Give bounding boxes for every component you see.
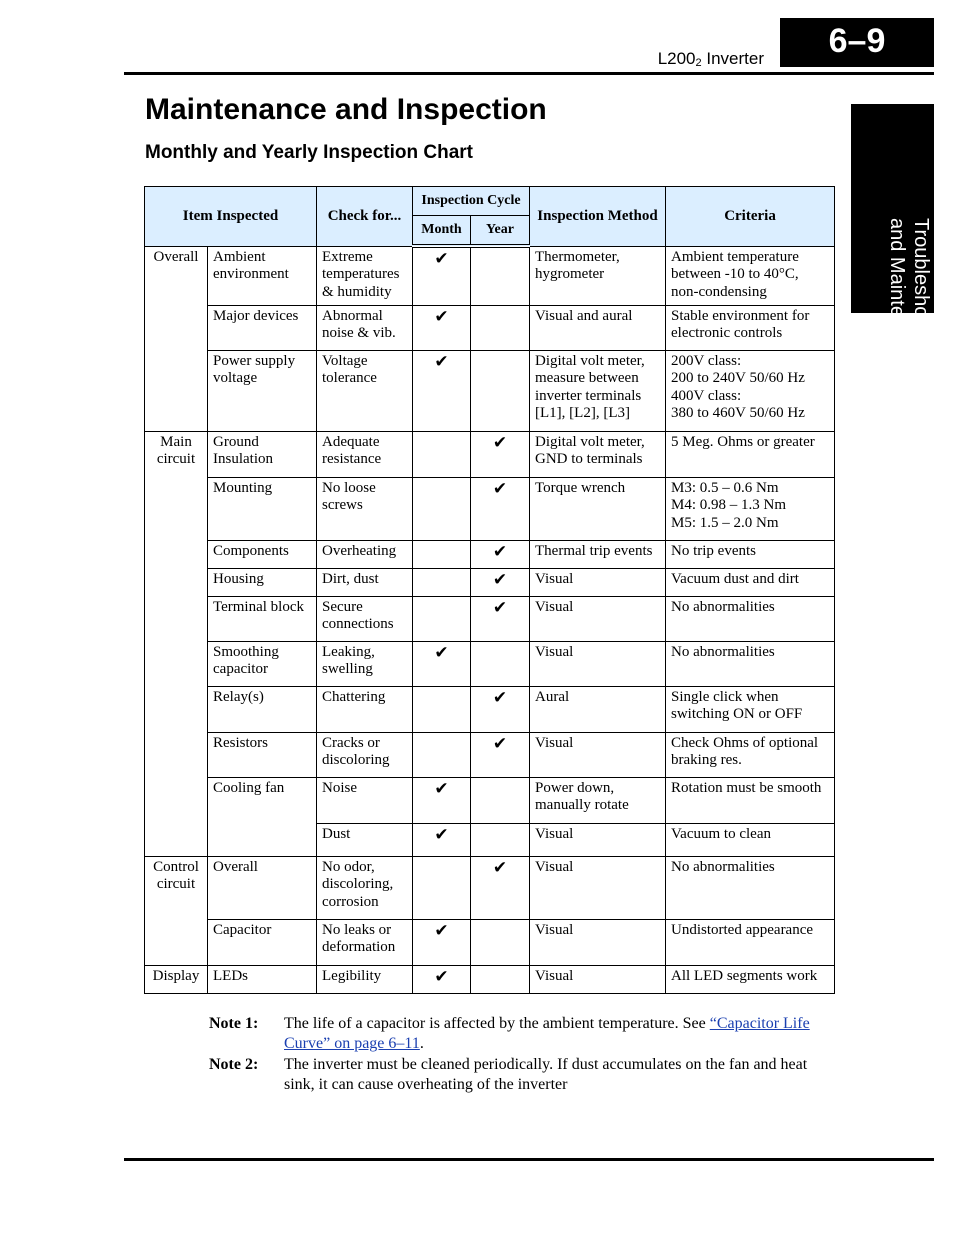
criteria-cell: Stable environment for electronic controls (666, 305, 835, 350)
month-cell (413, 477, 471, 540)
item-cell: Components (208, 540, 317, 568)
table-row (145, 919, 835, 965)
year-cell (471, 823, 530, 856)
method-cell: Visual (530, 856, 666, 919)
table-row (145, 350, 835, 431)
month-cell: ✔ (413, 305, 471, 350)
group-cell: Control circuit (145, 856, 208, 965)
month-cell (413, 568, 471, 596)
month-cell: ✔ (413, 777, 471, 823)
table-row (145, 305, 835, 350)
item-cell: Resistors (208, 732, 317, 777)
method-cell: Thermometer, hygrometer (530, 246, 666, 305)
table-row (145, 686, 835, 732)
year-cell (471, 919, 530, 965)
table-row (145, 540, 835, 568)
year-cell: ✔ (471, 596, 530, 641)
method-cell: Visual and aural (530, 305, 666, 350)
product-subscript: 2 (695, 57, 702, 69)
year-cell: ✔ (471, 856, 530, 919)
criteria-cell: No abnormalities (666, 856, 835, 919)
item-cell: Major devices (208, 305, 317, 350)
check-cell: Cracks or discoloring (317, 732, 413, 777)
table-row (145, 965, 835, 993)
criteria-cell: No trip events (666, 540, 835, 568)
table-row (145, 246, 835, 305)
month-cell (413, 431, 471, 477)
year-cell: ✔ (471, 686, 530, 732)
section-title: Monthly and Yearly Inspection Chart (145, 142, 473, 163)
item-cell: Overall (208, 856, 317, 919)
check-cell: Abnormal noise & vib. (317, 305, 413, 350)
table-row (145, 568, 835, 596)
method-cell: Digital volt meter, measure between inverter terminals [L1], [L2], [L3] (530, 350, 666, 431)
method-cell: Torque wrench (530, 477, 666, 540)
header-check-for: Check for... (317, 187, 413, 247)
check-cell: Chattering (317, 686, 413, 732)
capacitor-life-curve-link[interactable]: “Capacitor Life Curve” on page 6–11 (284, 1015, 810, 1052)
month-cell (413, 856, 471, 919)
year-cell: ✔ (471, 568, 530, 596)
year-cell (471, 641, 530, 686)
side-tab-line1: Troubleshooting (910, 218, 932, 361)
group-cell: Overall (145, 246, 208, 431)
check-cell: Leaking, swelling (317, 641, 413, 686)
item-cell: Terminal block (208, 596, 317, 641)
year-cell (471, 305, 530, 350)
note-label: Note 2: (209, 1056, 259, 1073)
criteria-cell: No abnormalities (666, 641, 835, 686)
month-cell (413, 732, 471, 777)
year-cell: ✔ (471, 477, 530, 540)
notes (209, 1014, 834, 1096)
criteria-cell: 200V class: 200 to 240V 50/60 Hz 400V class: 380 to 460V 50/60 Hz (666, 350, 835, 431)
method-cell: Visual (530, 732, 666, 777)
year-cell (471, 350, 530, 431)
method-cell: Aural (530, 686, 666, 732)
table-row (145, 856, 835, 919)
product-name: L200 (657, 49, 696, 68)
month-cell: ✔ (413, 350, 471, 431)
note-label: Note 1: (209, 1015, 259, 1032)
criteria-cell: Vacuum dust and dirt (666, 568, 835, 596)
year-cell (471, 246, 530, 305)
criteria-cell: Rotation must be smooth (666, 777, 835, 823)
item-cell: Cooling fan (208, 777, 317, 856)
table-row (145, 777, 835, 823)
month-cell (413, 596, 471, 641)
header-year: Year (471, 216, 530, 247)
month-cell: ✔ (413, 246, 471, 305)
criteria-cell: M3: 0.5 – 0.6 Nm M4: 0.98 – 1.3 Nm M5: 1.5 – 2.0 Nm (666, 477, 835, 540)
chapter-side-tab-text (873, 208, 933, 408)
group-cell: Display (145, 965, 208, 993)
month-cell: ✔ (413, 641, 471, 686)
criteria-cell: Check Ohms of optional braking res. (666, 732, 835, 777)
footer-rule (124, 1158, 934, 1161)
check-cell: Secure connections (317, 596, 413, 641)
method-cell: Visual (530, 568, 666, 596)
month-cell: ✔ (413, 823, 471, 856)
check-cell: Extreme temperatures & humidity (317, 246, 413, 305)
criteria-cell: No abnormalities (666, 596, 835, 641)
month-cell: ✔ (413, 919, 471, 965)
item-cell: Ambient environment (208, 246, 317, 305)
check-cell: No odor, discoloring, corrosion (317, 856, 413, 919)
header-month: Month (413, 216, 471, 247)
chapter-side-tab[interactable] (851, 104, 934, 372)
month-cell (413, 686, 471, 732)
month-cell: ✔ (413, 965, 471, 993)
criteria-cell: Ambient temperature between -10 to 40°C, non-condensing (666, 246, 835, 305)
method-cell: Visual (530, 641, 666, 686)
criteria-cell: Vacuum to clean (666, 823, 835, 856)
table-row (145, 732, 835, 777)
header-inspection-cycle: Inspection Cycle (413, 187, 530, 216)
item-cell: Smoothing capacitor (208, 641, 317, 686)
side-tab-line2: and Maintenance (886, 218, 908, 372)
note-text: The life of a capacitor is affected by the ambient temperature. See “Capacitor Life Curve” on page 6–11. (284, 1015, 810, 1052)
item-cell: Relay(s) (208, 686, 317, 732)
group-cell: Main circuit (145, 431, 208, 856)
year-cell (471, 777, 530, 823)
product-suffix: Inverter (701, 49, 764, 68)
method-cell: Visual (530, 823, 666, 856)
note-text: The inverter must be cleaned periodically. If dust accumulates on the fan and heat sink, it can cause overheating of the inverter (284, 1056, 808, 1093)
method-cell: Thermal trip events (530, 540, 666, 568)
year-cell: ✔ (471, 431, 530, 477)
item-cell: Power supply voltage (208, 350, 317, 431)
header-criteria: Criteria (666, 187, 835, 247)
running-header (600, 49, 764, 69)
year-cell (471, 965, 530, 993)
check-cell: No loose screws (317, 477, 413, 540)
item-cell: Housing (208, 568, 317, 596)
criteria-cell: 5 Meg. Ohms or greater (666, 431, 835, 477)
method-cell: Visual (530, 965, 666, 993)
header-rule (124, 72, 934, 75)
table-row (145, 641, 835, 686)
method-cell: Digital volt meter, GND to terminals (530, 431, 666, 477)
check-cell: Noise (317, 777, 413, 823)
check-cell: Legibility (317, 965, 413, 993)
method-cell: Visual (530, 919, 666, 965)
table-row (145, 477, 835, 540)
item-cell: Mounting (208, 477, 317, 540)
month-cell (413, 540, 471, 568)
year-cell: ✔ (471, 540, 530, 568)
check-cell: Overheating (317, 540, 413, 568)
header-item-inspected: Item Inspected (145, 187, 317, 247)
item-cell: Capacitor (208, 919, 317, 965)
check-cell: Dirt, dust (317, 568, 413, 596)
note-2 (209, 1055, 834, 1095)
inspection-table (144, 186, 835, 994)
check-cell: Voltage tolerance (317, 350, 413, 431)
year-cell: ✔ (471, 732, 530, 777)
criteria-cell: All LED segments work (666, 965, 835, 993)
check-cell: No leaks or deformation (317, 919, 413, 965)
header-inspection-method: Inspection Method (530, 187, 666, 247)
table-row (145, 431, 835, 477)
criteria-cell: Single click when switching ON or OFF (666, 686, 835, 732)
check-cell: Adequate resistance (317, 431, 413, 477)
method-cell: Power down, manually rotate (530, 777, 666, 823)
criteria-cell: Undistorted appearance (666, 919, 835, 965)
table-row (145, 596, 835, 641)
page-title: Maintenance and Inspection (145, 93, 547, 126)
page-number: 6–9 (780, 18, 934, 67)
item-cell: LEDs (208, 965, 317, 993)
check-cell: Dust (317, 823, 413, 856)
note-1 (209, 1014, 834, 1054)
item-cell: Ground Insulation (208, 431, 317, 477)
method-cell: Visual (530, 596, 666, 641)
